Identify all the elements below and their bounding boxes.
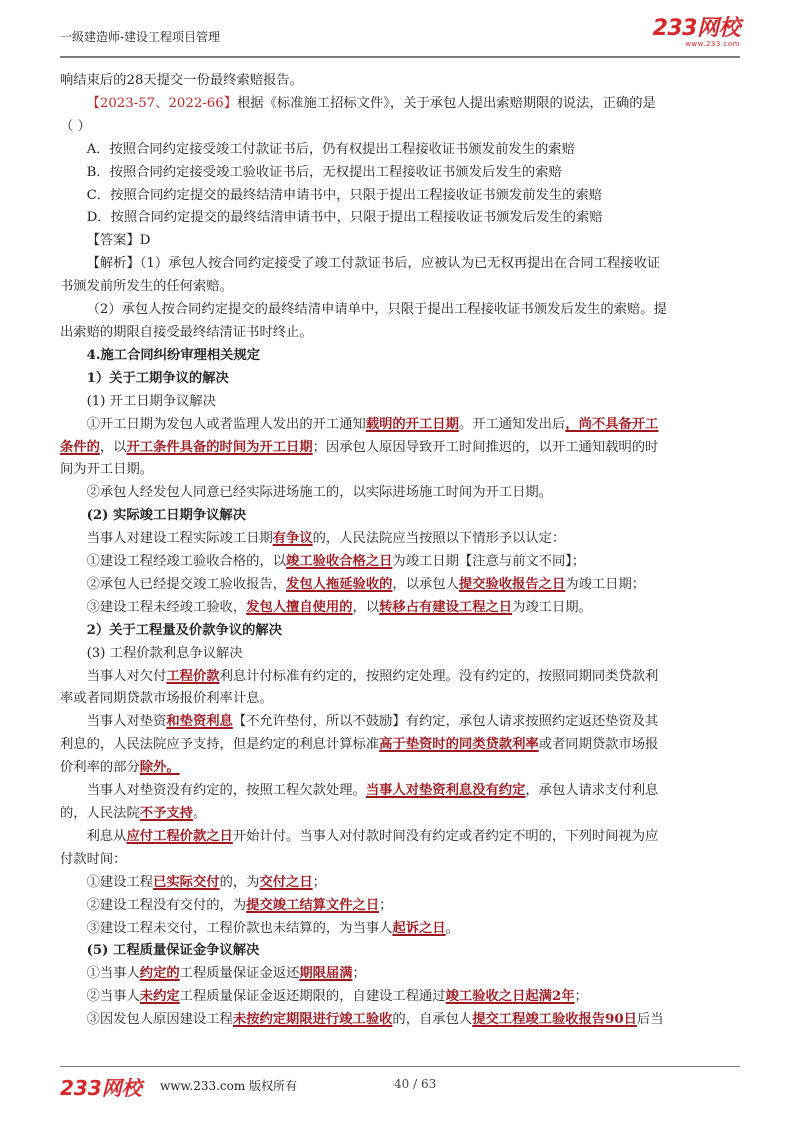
option-a (60, 139, 740, 162)
highlighted-term: 当事人对垫资利息没有约定 (365, 783, 526, 799)
subsection-heading (60, 368, 740, 391)
highlighted-term: ，尚不具备开工 (565, 416, 659, 432)
text-line (60, 780, 740, 803)
highlighted-term: 提交验收报告之日 (458, 576, 566, 592)
text-segment: ； (312, 874, 326, 890)
text-segment: B．按照合同约定接受竣工验收证书后，无权提出工程接收证书颁发后发生的索赔 (86, 164, 562, 180)
text-segment: 1）关于工期争议的解决 (86, 370, 229, 386)
text-segment: 根据《标准施工招标文件》，关于承包人提出索赔期限的说法，正确的是 (237, 95, 656, 111)
text-segment: 【解析】（1）承包人按合同约定接受了竣工付款证书后，应被认为已无权再提出在合同工程接收证 (86, 256, 661, 272)
text-line (60, 597, 740, 620)
text-segment: ③建设工程未经竣工验收， (86, 599, 247, 615)
text-segment: ，以 (352, 599, 380, 615)
text-segment: 率或者同期贷款市场报价利率计息。 (60, 691, 273, 707)
highlighted-term: 发包人拖延验收的 (286, 576, 393, 592)
text-segment: 书颁发前所发生的任何索赔。 (60, 279, 233, 295)
highlighted-term: 开工条件具备的时间为开工日期 (126, 439, 313, 455)
text-segment: 利息的，人民法院应予支持，但是约定的利息计算标准 (60, 737, 380, 753)
text-segment: 为竣工日期。 (512, 599, 592, 615)
question-stem (60, 93, 740, 116)
highlighted-term: 约定的 (139, 966, 180, 982)
text-line (60, 757, 740, 780)
text-segment: 后当 (636, 1012, 664, 1028)
text-line (60, 574, 740, 597)
text-line (60, 116, 740, 139)
highlighted-term: 交付之日 (259, 874, 313, 890)
text-line (60, 276, 740, 299)
highlighted-term: 除外。 (139, 760, 180, 776)
highlighted-term: 和垫资利息 (166, 714, 233, 730)
footer-divider (60, 1066, 740, 1067)
brand-logo (653, 18, 740, 48)
text-segment: 工程质量保证金返还期限的，自建设工程通过 (179, 989, 446, 1005)
header-divider (60, 56, 740, 58)
text-segment: ②建设工程没有交付的，为 (86, 897, 247, 913)
text-segment: ①建设工程经竣工验收合格的，以 (86, 554, 287, 570)
text-segment: 当事人对建设工程实际竣工日期 (86, 531, 273, 547)
text-segment: ； (379, 897, 393, 913)
highlighted-term: 发包人擅自使用的 (246, 599, 353, 615)
text-line (60, 688, 740, 711)
subsection-heading (60, 620, 740, 643)
text-segment: C．按照合同约定提交的最终结清申请书中，只限于提出工程接收证书颁发前发生的索赔 (86, 187, 603, 203)
text-segment: (5) 工程质量保证金争议解决 (86, 943, 260, 959)
text-line (60, 551, 740, 574)
text-line (60, 734, 740, 757)
highlighted-term: 竣工验收合格之日 (286, 554, 393, 570)
option-d (60, 207, 740, 230)
text-line (60, 803, 740, 826)
text-segment: 。 (445, 920, 459, 936)
text-segment: ③因发包人原因建设工程 (86, 1012, 233, 1028)
text-segment: 【答案】D (86, 233, 151, 249)
highlighted-term: 载明的开工日期 (365, 416, 459, 432)
item-heading (60, 940, 740, 963)
text-segment: 出索赔的期限自接受最终结清证书时终止。 (60, 324, 313, 340)
section-heading (60, 345, 740, 368)
text-line (60, 322, 740, 345)
item-heading (60, 505, 740, 528)
text-segment: 的，人民法院应当按照以下情形予以认定： (312, 531, 566, 547)
footer-logo: 233网校 (60, 1076, 142, 1100)
text-line (60, 482, 740, 505)
text-segment: ，以承包人 (392, 576, 459, 592)
text-segment: 的，为 (219, 874, 260, 890)
text-segment: （ ） (60, 118, 91, 134)
header-title: 一级建造师-建设工程项目管理 (60, 30, 221, 44)
page-header (60, 18, 740, 52)
text-segment: 当事人对垫资 (86, 714, 167, 730)
text-line (60, 414, 740, 437)
option-b (60, 162, 740, 185)
text-segment: ②当事人 (86, 989, 140, 1005)
text-line (60, 986, 740, 1009)
text-segment: 。 (192, 806, 207, 821)
text-segment: 当事人对垫资没有约定的，按照工程欠款处理。 (86, 783, 366, 799)
text-line (60, 826, 740, 849)
text-segment: ②承包人经发包人同意已经实际进场施工的，以实际进场施工时间为开工日期。 (86, 485, 552, 501)
text-segment: 价利率的部分 (60, 760, 140, 776)
text-segment: 的，人民法院 (60, 806, 140, 821)
text-line (60, 872, 740, 895)
text-segment: 4.施工合同纠纷审理相关规定 (86, 347, 261, 363)
item-heading (60, 391, 740, 414)
text-segment: 【不允许垫付，所以不鼓励】有约定，承包人请求按照约定返还垫资及其 (232, 714, 659, 730)
text-line (60, 299, 740, 322)
text-line (60, 528, 740, 551)
text-segment: ； (574, 989, 588, 1005)
highlighted-term: 条件的 (60, 439, 100, 455)
highlighted-term: 有争议 (272, 531, 313, 547)
answer-line (60, 230, 740, 253)
analysis-line (60, 253, 740, 276)
page-footer (60, 1070, 740, 1100)
document-body (60, 70, 740, 1032)
text-segment: (3) 工程价款利息争议解决 (86, 645, 243, 661)
text-line (60, 437, 740, 460)
text-line (60, 963, 740, 986)
text-segment: 当事人对欠付 (86, 668, 167, 684)
text-segment: （2）承包人按合同约定提交的最终结清申请单中，只限于提出工程接收证书颁发后发生的索赔。提 (86, 302, 667, 318)
text-line (60, 711, 740, 734)
highlighted-term: 提交工程竣工验收报告90日 (472, 1012, 637, 1028)
text-segment: 。开工通知发出后 (458, 416, 566, 432)
text-segment: ①开工日期为发包人或者监理人发出的开工通知 (86, 416, 366, 432)
question-source-tag: 【2023-57、2022-66】 (86, 95, 237, 111)
highlighted-term: 转移占有建设工程之日 (379, 599, 513, 615)
highlighted-term: 应付工程价款之日 (126, 828, 233, 844)
text-segment: A．按照合同约定接受竣工付款证书后，仍有权提出工程接收证书颁发前发生的索赔 (86, 141, 575, 157)
text-segment: ①当事人 (86, 966, 140, 982)
text-segment: 响结束后的28天提交一份最终索赔报告。 (60, 73, 303, 88)
highlighted-term: 期限届满 (299, 966, 353, 982)
text-line (60, 918, 740, 941)
text-segment: 开始计付。当事人对付款时间没有约定或者约定不明的，下列时间视为应 (232, 828, 659, 844)
highlighted-term: 未按约定期限进行竣工验收 (232, 1012, 393, 1028)
text-segment: ②承包人已经提交竣工验收报告， (86, 576, 287, 592)
highlighted-term: 高于垫资时的同类贷款利率 (379, 737, 539, 753)
text-line (60, 895, 740, 918)
highlighted-term: 起诉之日 (392, 920, 446, 936)
text-segment: 的，自承包人 (392, 1012, 473, 1028)
highlighted-term: 不予支持 (139, 806, 193, 821)
highlighted-term: 未约定 (139, 989, 180, 1005)
text-segment: (2) 实际竣工日期争议解决 (86, 508, 247, 524)
text-segment: 工程质量保证金返还 (179, 966, 300, 982)
text-segment: ①建设工程 (86, 874, 154, 890)
text-segment: 间为开工日期。 (60, 462, 154, 478)
highlighted-term: 工程价款 (166, 668, 220, 684)
text-line (60, 459, 740, 482)
page-number: 40 / 63 (394, 1077, 437, 1091)
text-segment: ，以 (99, 439, 127, 455)
text-segment: 或者同期贷款市场报 (538, 737, 659, 753)
text-segment: 利息从 (86, 828, 127, 844)
text-line (60, 1009, 740, 1032)
item-heading (60, 643, 740, 666)
highlighted-term: 竣工验收之日起满2年 (445, 989, 575, 1005)
brand-logo-text: 233网校 (652, 16, 740, 41)
text-segment: D．按照合同约定提交的最终结清申请书中，只限于提出工程接收证书颁发后发生的索赔 (86, 210, 603, 226)
text-segment: 为竣工日期； (565, 576, 646, 592)
footer-copyright: www.233.com 版权所有 (160, 1079, 298, 1093)
text-segment: ； (352, 966, 366, 982)
text-line (60, 70, 740, 93)
highlighted-term: 已实际交付 (153, 874, 220, 890)
text-segment: 利息计付标准有约定的，按照约定处理。没有约定的，按照同期同类贷款利 (219, 668, 659, 684)
text-line (60, 849, 740, 872)
brand-url: www.233.com (685, 40, 740, 48)
text-segment: 为竣工日期【注意与前文不同】； (392, 554, 586, 570)
text-segment: (1) 开工日期争议解决 (86, 393, 217, 409)
option-c (60, 185, 740, 208)
text-segment: ③建设工程未交付，工程价款也未结算的，为当事人 (86, 920, 393, 936)
highlighted-term: 提交竣工结算文件之日 (246, 897, 380, 913)
text-segment: 付款时间： (60, 851, 127, 867)
text-line (60, 666, 740, 689)
text-segment: 2）关于工程量及价款争议的解决 (86, 622, 283, 638)
text-segment: ，承包人请求支付利息 (525, 783, 659, 799)
text-segment: ；因承包人原因导致开工时间推迟的，以开工通知载明的时 (312, 439, 659, 455)
